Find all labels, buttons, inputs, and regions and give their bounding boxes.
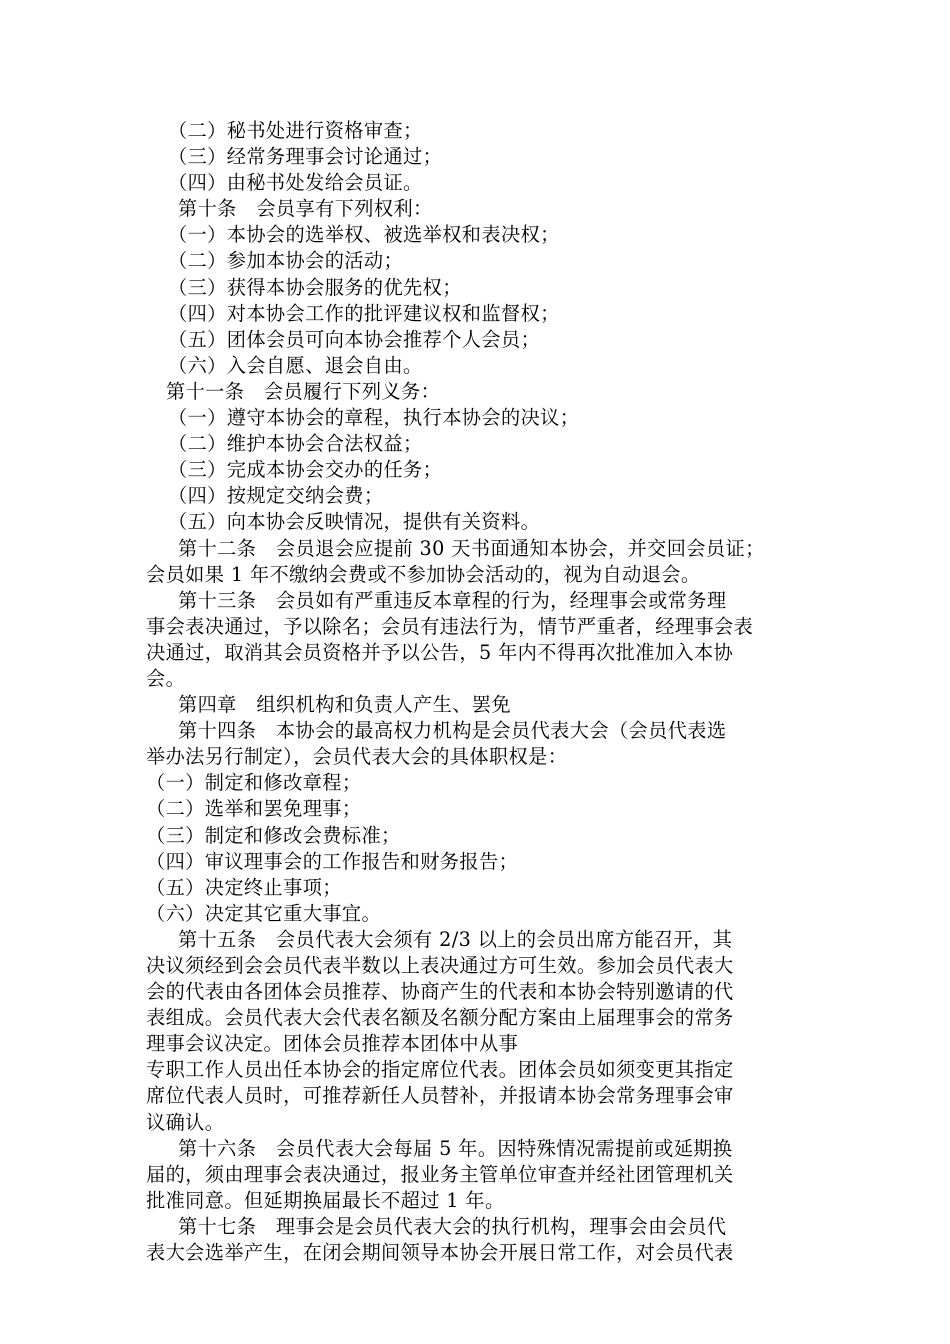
text-line: （一）制定和修改章程； <box>146 771 362 795</box>
text-line: （五）决定终止事项； <box>146 875 342 899</box>
article-heading: 第十五条 会员代表大会须有 2/3 以上的会员出席方能召开，其 <box>178 927 733 951</box>
text-line: 决议须经到会会员代表半数以上表决通过方可生效。参加会员代表大 <box>146 954 734 977</box>
article-heading: 第十七条 理事会是会员代表大会的执行机构，理事会由会员代 <box>178 1214 727 1238</box>
text-line: （五）团体会员可向本协会推荐个人会员； <box>168 327 541 351</box>
text-line: （三）经常务理事会讨论通过； <box>168 145 443 169</box>
text-line: 表组成。会员代表大会代表名额及名额分配方案由上届理事会的常务 <box>146 1006 734 1030</box>
text-line: （二）秘书处进行资格审查； <box>168 119 423 142</box>
text-line: 决通过，取消其会员资格并予以公告，5 年内不得再次批准加入本协 <box>146 640 734 664</box>
article-heading: 第十一条 会员履行下列义务： <box>166 379 441 403</box>
text-line: 席位代表人员时，可推荐新任人员替补，并报请本协会常务理事会审 <box>146 1084 734 1108</box>
text-line: 会员如果 1 年不缴纳会费或不参加协会活动的，视为自动退会。 <box>146 562 701 586</box>
text-line: （二）选举和罢免理事； <box>146 797 362 821</box>
article-heading: 第十四条 本协会的最高权力机构是会员代表大会（会员代表选 <box>178 719 727 743</box>
text-line: （二）参加本协会的活动； <box>168 249 404 273</box>
article-heading: 第十三条 会员如有严重违反本章程的行为，经理事会或常务理 <box>178 588 727 612</box>
text-line: （三）获得本协会服务的优先权； <box>168 275 462 299</box>
text-line: （四）对本协会工作的批评建议权和监督权； <box>168 301 560 325</box>
text-line: （四）按规定交纳会费； <box>168 484 384 508</box>
document-body <box>146 118 806 1266</box>
text-line: （六）决定其它重大事宜。 <box>146 901 382 925</box>
text-line: （四）审议理事会的工作报告和财务报告； <box>146 849 519 873</box>
text-line: 理事会议决定。团体会员推荐本团体中从事 <box>146 1032 519 1056</box>
text-line: 会。 <box>146 666 186 690</box>
article-heading: 第十六条 会员代表大会每届 5 年。因特殊情况需提前或延期换 <box>178 1136 733 1160</box>
text-line: 届的，须由理事会表决通过，报业务主管单位审查并经社团管理机关 <box>146 1162 734 1186</box>
text-line: （三）完成本协会交办的任务； <box>168 458 443 482</box>
text-line: 专职工作人员出任本协会的指定席位代表。团体会员如须变更其指定 <box>146 1058 734 1082</box>
text-line: 议确认。 <box>146 1110 225 1134</box>
text-line: （四）由秘书处发给会员证。 <box>168 171 423 195</box>
text-line: 批准同意。但延期换届最长不超过 1 年。 <box>146 1188 505 1212</box>
article-heading: 第十条 会员享有下列权利： <box>178 197 433 221</box>
text-line: 表大会选举产生，在闭会期间领导本协会开展日常工作，对会员代表 <box>146 1241 734 1265</box>
text-line: （三）制定和修改会费标准； <box>146 823 401 847</box>
text-line: （六）入会自愿、退会自由。 <box>168 353 423 377</box>
text-line: 事会表决通过，予以除名；会员有违法行为，情节严重者，经理事会表 <box>146 614 754 638</box>
text-line: （二）维护本协会合法权益； <box>168 432 423 456</box>
chapter-heading: 第四章 组织机构和负责人产生、罢免 <box>178 693 511 717</box>
article-heading: 第十二条 会员退会应提前 30 天书面通知本协会，并交回会员证； <box>178 536 765 560</box>
text-line: （一）本协会的选举权、被选举权和表决权； <box>168 223 560 247</box>
text-line: （五）向本协会反映情况，提供有关资料。 <box>168 510 541 534</box>
text-line: 举办法另行制定），会员代表大会的具体职权是： <box>146 745 568 769</box>
text-line: （一）遵守本协会的章程，执行本协会的决议； <box>168 406 580 430</box>
text-line: 会的代表由各团体会员推荐、协商产生的代表和本协会特别邀请的代 <box>146 980 734 1004</box>
